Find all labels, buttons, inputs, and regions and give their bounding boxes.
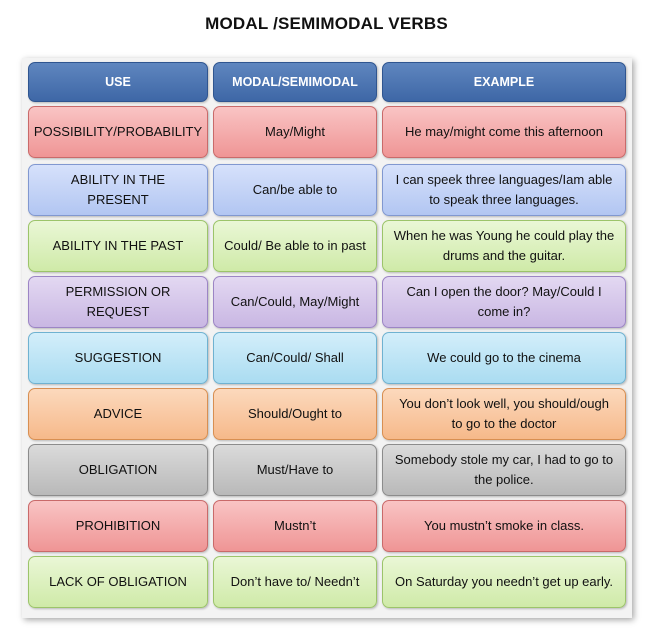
modal-cell: Should/Ought to — [213, 388, 377, 440]
modal-cell: May/Might — [213, 106, 377, 158]
header-modal: MODAL/SEMIMODAL — [213, 62, 377, 102]
example-cell: When he was Young he could play the drums and the guitar. — [382, 220, 626, 272]
example-cell: Can I open the door? May/Could I come in? — [382, 276, 626, 328]
example-cell: You don’t look well, you should/ough to go to the doctor — [382, 388, 626, 440]
example-cell: Somebody stole my car, I had to go to the police. — [382, 444, 626, 496]
page-title: MODAL /SEMIMODAL VERBS — [205, 14, 448, 33]
use-cell: SUGGESTION — [28, 332, 208, 384]
use-cell: ADVICE — [28, 388, 208, 440]
use-cell: OBLIGATION — [28, 444, 208, 496]
use-cell: PROHIBITION — [28, 500, 208, 552]
use-cell: ABILITY IN THE PAST — [28, 220, 208, 272]
header-use: USE — [28, 62, 208, 102]
example-cell: On Saturday you needn’t get up early. — [382, 556, 626, 608]
use-cell: POSSIBILITY/PROBABILITY — [28, 106, 208, 158]
modal-cell: Don’t have to/ Needn’t — [213, 556, 377, 608]
use-cell: ABILITY IN THE PRESENT — [28, 164, 208, 216]
modal-cell: Could/ Be able to in past — [213, 220, 377, 272]
modal-cell: Mustn’t — [213, 500, 377, 552]
example-cell: He may/might come this afternoon — [382, 106, 626, 158]
modal-cell: Can/Could, May/Might — [213, 276, 377, 328]
modal-verbs-table — [22, 58, 632, 618]
example-cell: I can speek three languages/Iam able to speak three languages. — [382, 164, 626, 216]
example-cell: You mustn’t smoke in class. — [382, 500, 626, 552]
modal-cell: Can/be able to — [213, 164, 377, 216]
use-cell: PERMISSION OR REQUEST — [28, 276, 208, 328]
modal-cell: Must/Have to — [213, 444, 377, 496]
header-example: EXAMPLE — [382, 62, 626, 102]
use-cell: LACK OF OBLIGATION — [28, 556, 208, 608]
example-cell: We could go to the cinema — [382, 332, 626, 384]
modal-cell: Can/Could/ Shall — [213, 332, 377, 384]
